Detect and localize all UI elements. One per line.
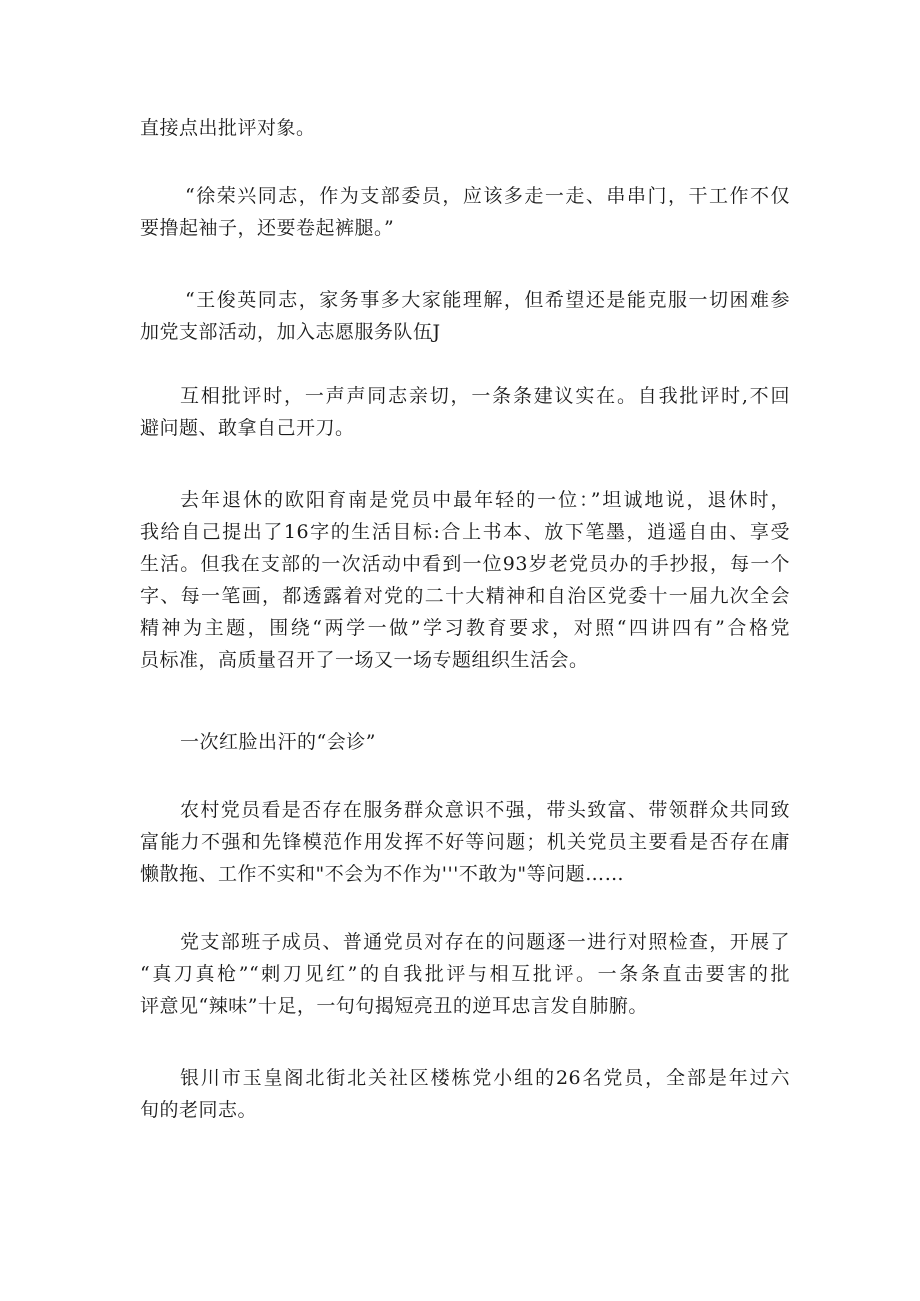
- paragraph-line: 懒散拖、工作不实和"不会为不作为'''不敢为"等问题……: [140, 863, 625, 885]
- paragraph-line: 党支部班子成员、普通党员对存在的问题逐一进行对照检查，开展了: [180, 931, 790, 953]
- paragraph-8: [140, 1062, 790, 1126]
- section-heading: [140, 726, 790, 758]
- paragraph-5: [140, 484, 790, 676]
- paragraph-1: [140, 112, 790, 144]
- paragraph-line: 评意见“辣味”十足，一句句揭短亮丑的逆耳忠言发自肺腑。: [140, 995, 648, 1017]
- paragraph-2: [140, 180, 790, 244]
- paragraph-line: 去年退休的欧阳育南是党员中最年轻的一位：”坦诚地说，退休时，: [180, 489, 790, 511]
- paragraph-line: 直接点出批评对象。: [140, 117, 316, 139]
- paragraph-line: 精神为主题，围绕“两学一做”学习教育要求，对照“四讲四有”合格党: [140, 617, 790, 639]
- heading-line: 一次红脸出汗的“会诊”: [180, 731, 376, 753]
- paragraph-line: “王俊英同志，家务事多大家能理解，但希望还是能克服一切困难参: [185, 289, 790, 311]
- paragraph-4: [140, 380, 790, 444]
- paragraph-line: 加党支部活动，加入志愿服务队伍J: [140, 321, 441, 343]
- paragraph-line: “徐荣兴同志，作为支部委员，应该多走一走、串串门，干工作不仅: [185, 185, 790, 207]
- paragraph-line: 要撸起袖子，还要卷起裤腿。”: [140, 217, 395, 239]
- paragraph-line: 旬的老同志。: [140, 1099, 258, 1121]
- paragraph-line: 字、每一笔画，都透露着对党的二十大精神和自治区党委十一届九次全会: [140, 585, 790, 607]
- paragraph-7: [140, 926, 790, 1022]
- paragraph-line: 银川市玉皇阁北街北关社区楼栋党小组的26名党员，全部是年过六: [180, 1067, 790, 1089]
- paragraph-line: 生活。但我在支部的一次活动中看到一位93岁老党员办的手抄报，每一个: [140, 553, 790, 575]
- paragraph-3: [140, 284, 790, 348]
- paragraph-6: [140, 794, 790, 890]
- paragraph-line: 避问题、敢拿自己开刀。: [140, 417, 355, 439]
- paragraph-line: 农村党员看是否存在服务群众意识不强，带头致富、带领群众共同致: [180, 799, 790, 821]
- paragraph-line: 我给自己提出了16字的生活目标:合上书本、放下笔墨，逍遥自由、享受: [140, 521, 790, 543]
- paragraph-line: “真刀真枪”“剌刀见红”的自我批评与相互批评。一条条直击要害的批: [140, 963, 790, 985]
- paragraph-line: 富能力不强和先锋模范作用发挥不好等问题；机关党员主要看是否存在庸: [140, 831, 790, 853]
- paragraph-line: 互相批评时，一声声同志亲切，一条条建议实在。自我批评时,不回: [180, 385, 790, 407]
- paragraph-line: 员标准，高质量召开了一场又一场专题组织生活会。: [140, 649, 589, 671]
